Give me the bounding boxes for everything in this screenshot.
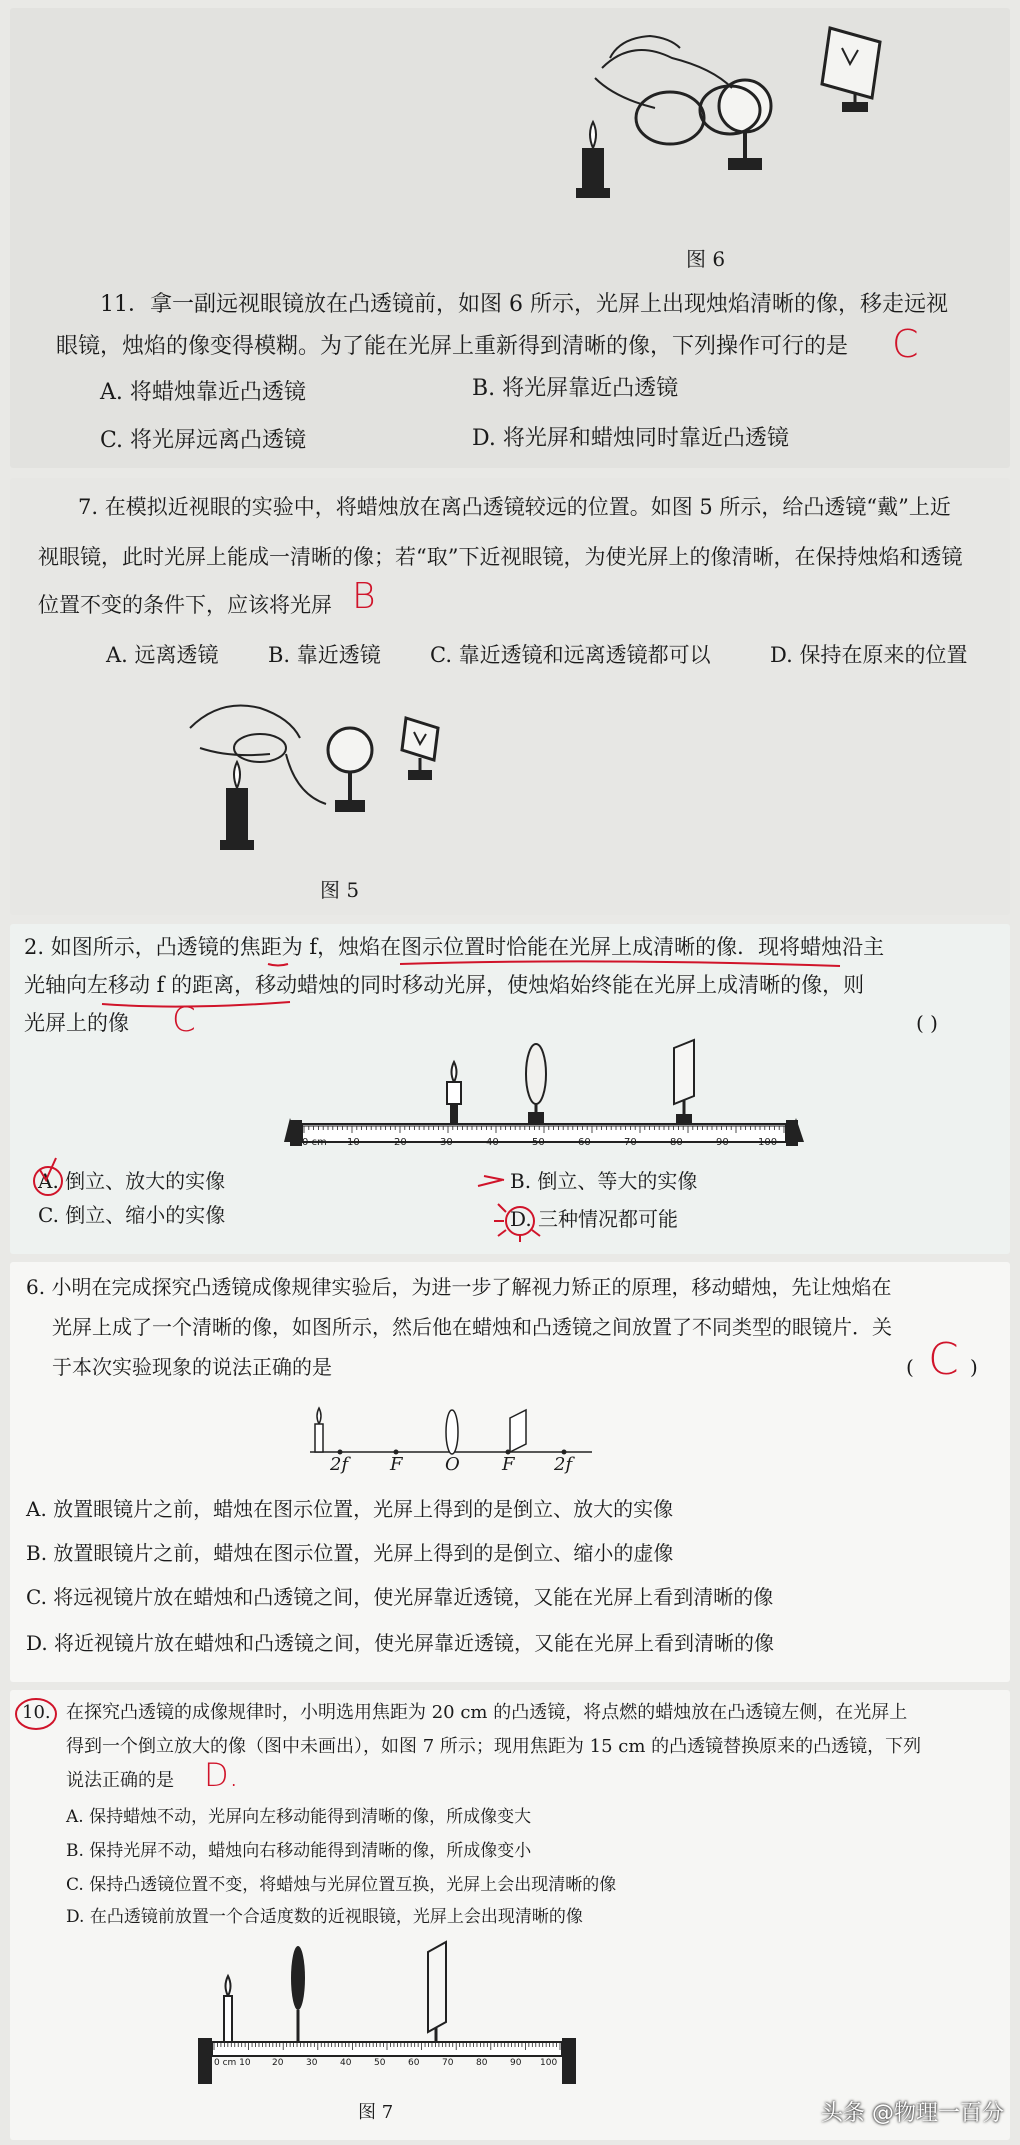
bench-label: 40	[486, 1137, 499, 1148]
bench-label: 100	[758, 1137, 778, 1148]
q6-option-b: B. 放置眼镜片之前，蜡烛在图示位置，光屏上得到的是倒立、缩小的虚像	[26, 1541, 674, 1565]
q7-option-a: A. 远离透镜	[106, 643, 219, 667]
q2-stem-line1: 2. 如图所示，凸透镜的焦距为 f，烛焰在图示位置时恰能在光屏上成清晰的像．现将蜡烛沿主	[24, 935, 885, 959]
q11-option-c: C. 将光屏远离凸透镜	[100, 428, 307, 453]
q7-option-d: D. 保持在原来的位置	[770, 643, 968, 667]
question-11-panel	[10, 8, 1010, 468]
q6-bracket-close: )	[970, 1355, 978, 1379]
q2-handwritten-marks	[10, 924, 1010, 1254]
bench-label: 50	[532, 1137, 545, 1148]
q6-stem-line3: 于本次实验现象的说法正确的是	[52, 1355, 332, 1379]
bench-label: 70	[624, 1137, 637, 1148]
figure-6-caption: 图 6	[686, 247, 726, 271]
bench-label: 20	[272, 2058, 284, 2068]
q2-stem-line2: 光轴向左移动 f 的距离，移动蜡烛的同时移动光屏，使烛焰始终能在光屏上成清晰的像，则	[24, 973, 865, 997]
bench-label: 80	[670, 1137, 683, 1148]
q2-stem-line3: 光屏上的像	[24, 1011, 129, 1035]
q11-option-a: A. 将蜡烛靠近凸透镜	[100, 380, 306, 405]
q11-option-b: B. 将光屏靠近凸透镜	[472, 376, 679, 401]
q7-option-b: B. 靠近透镜	[268, 643, 381, 667]
bench-label: 50	[374, 2058, 386, 2068]
q6-axis-labels	[310, 1454, 610, 1478]
figure-6-illustration	[10, 8, 1010, 228]
q7-stem-line3: 位置不变的条件下，应该将光屏	[38, 593, 332, 617]
bench-label: 0 cm	[302, 1137, 327, 1148]
q10-number-circle	[14, 1696, 64, 1736]
q2-handwritten-answer: C	[172, 1000, 196, 1040]
axis-label-o: O	[445, 1454, 460, 1475]
q11-stem-line1: 11．拿一副远视眼镜放在凸透镜前，如图 6 所示，光屏上出现烛焰清晰的像，移走远视	[100, 292, 948, 317]
q7-stem-line1: 7. 在模拟近视眼的实验中，将蜡烛放在离凸透镜较远的位置。如图 5 所示，给凸透镜“戴”上近	[78, 495, 951, 519]
q7-stem-line2: 视眼镜，此时光屏上能成一清晰的像；若“取”下近视眼镜，为使光屏上的像清晰，在保持烛焰和透镜	[38, 545, 963, 569]
q2-option-b: B. 倒立、等大的实像	[510, 1169, 698, 1193]
q6-handwritten-answer: C	[928, 1334, 959, 1385]
watermark: 头条 @物理一百分	[821, 2101, 1004, 2126]
q11-stem-line2: 眼镜，烛焰的像变得模糊。为了能在光屏上重新得到清晰的像，下列操作可行的是	[56, 334, 849, 359]
q10-bench-labels	[214, 2058, 574, 2072]
bench-label: 40	[340, 2058, 352, 2068]
axis-label-f: F	[502, 1454, 515, 1475]
question-7-panel	[10, 478, 1010, 915]
q10-number: 10.	[22, 1702, 51, 1723]
q2-option-c: C. 倒立、缩小的实像	[38, 1203, 226, 1227]
figure-5-caption: 图 5	[320, 878, 360, 902]
q2-answer-bracket: ( )	[916, 1011, 938, 1035]
bench-label: 90	[510, 2058, 522, 2068]
q6-principal-axis-diagram	[310, 1388, 610, 1458]
q11-handwritten-answer: C	[892, 322, 919, 366]
bench-label: 100	[540, 2058, 558, 2068]
q10-stem-line1: 在探究凸透镜的成像规律时，小明选用焦距为 20 cm 的凸透镜，将点燃的蜡烛放在凸透镜左侧，在光屏上	[66, 1702, 908, 1723]
bench-label: 60	[408, 2058, 420, 2068]
q10-option-c: C. 保持凸透镜位置不变，将蜡烛与光屏位置互换，光屏上会出现清晰的像	[66, 1875, 617, 1895]
q10-handwritten-answer: D.	[204, 1756, 239, 1794]
q6-stem-line2: 光屏上成了一个清晰的像，如图所示，然后他在蜡烛和凸透镜之间放置了不同类型的眼镜片．关	[52, 1315, 892, 1339]
q7-option-c: C. 靠近透镜和远离透镜都可以	[430, 643, 711, 667]
bench-label: 10	[347, 1137, 360, 1148]
q2-option-a: A. 倒立、放大的实像	[38, 1169, 226, 1193]
q6-option-d: D. 将近视镜片放在蜡烛和凸透镜之间，使光屏靠近透镜，又能在光屏上看到清晰的像	[26, 1631, 775, 1655]
bench-label: 80	[476, 2058, 488, 2068]
question-2-panel	[10, 924, 1010, 1254]
bench-label: 0 cm 10	[214, 2058, 251, 2068]
figure-7-caption: 图 7	[358, 2102, 394, 2123]
axis-label-2f: 2f	[330, 1454, 349, 1475]
q2-option-d: D. 三种情况都可能	[510, 1207, 679, 1231]
bench-label: 70	[442, 2058, 454, 2068]
q10-option-a: A. 保持蜡烛不动，光屏向左移动能得到清晰的像，所成像变大	[66, 1807, 532, 1827]
q6-bracket-open: (	[906, 1355, 914, 1379]
q11-option-d: D. 将光屏和蜡烛同时靠近凸透镜	[472, 426, 789, 451]
bench-label: 90	[716, 1137, 729, 1148]
question-10-panel	[10, 1690, 1010, 2140]
q6-option-c: C. 将远视镜片放在蜡烛和凸透镜之间，使光屏靠近透镜，又能在光屏上看到清晰的像	[26, 1585, 774, 1609]
bench-label: 30	[306, 2058, 318, 2068]
bench-label: 20	[394, 1137, 407, 1148]
figure-5-illustration	[190, 688, 610, 868]
q6-option-a: A. 放置眼镜片之前，蜡烛在图示位置，光屏上得到的是倒立、放大的实像	[26, 1497, 674, 1521]
axis-label-f: F	[390, 1454, 403, 1475]
q7-handwritten-answer: B	[352, 576, 376, 617]
bench-label: 30	[440, 1137, 453, 1148]
q10-stem-line2: 得到一个倒立放大的像（图中未画出），如图 7 所示；现用焦距为 15 cm 的凸透镜替换原来的凸透镜，下列	[66, 1736, 922, 1757]
q6-stem-line1: 6. 小明在完成探究凸透镜成像规律实验后，为进一步了解视力矫正的原理，移动蜡烛，先让烛焰在	[26, 1275, 892, 1299]
question-6-panel	[10, 1262, 1010, 1682]
bench-label: 60	[578, 1137, 591, 1148]
q10-stem-line3: 说法正确的是	[66, 1770, 174, 1791]
q10-option-d: D. 在凸透镜前放置一个合适度数的近视眼镜，光屏上会出现清晰的像	[66, 1907, 583, 1927]
axis-label-2f: 2f	[554, 1454, 573, 1475]
q10-option-b: B. 保持光屏不动，蜡烛向右移动能得到清晰的像，所成像变小	[66, 1841, 532, 1861]
